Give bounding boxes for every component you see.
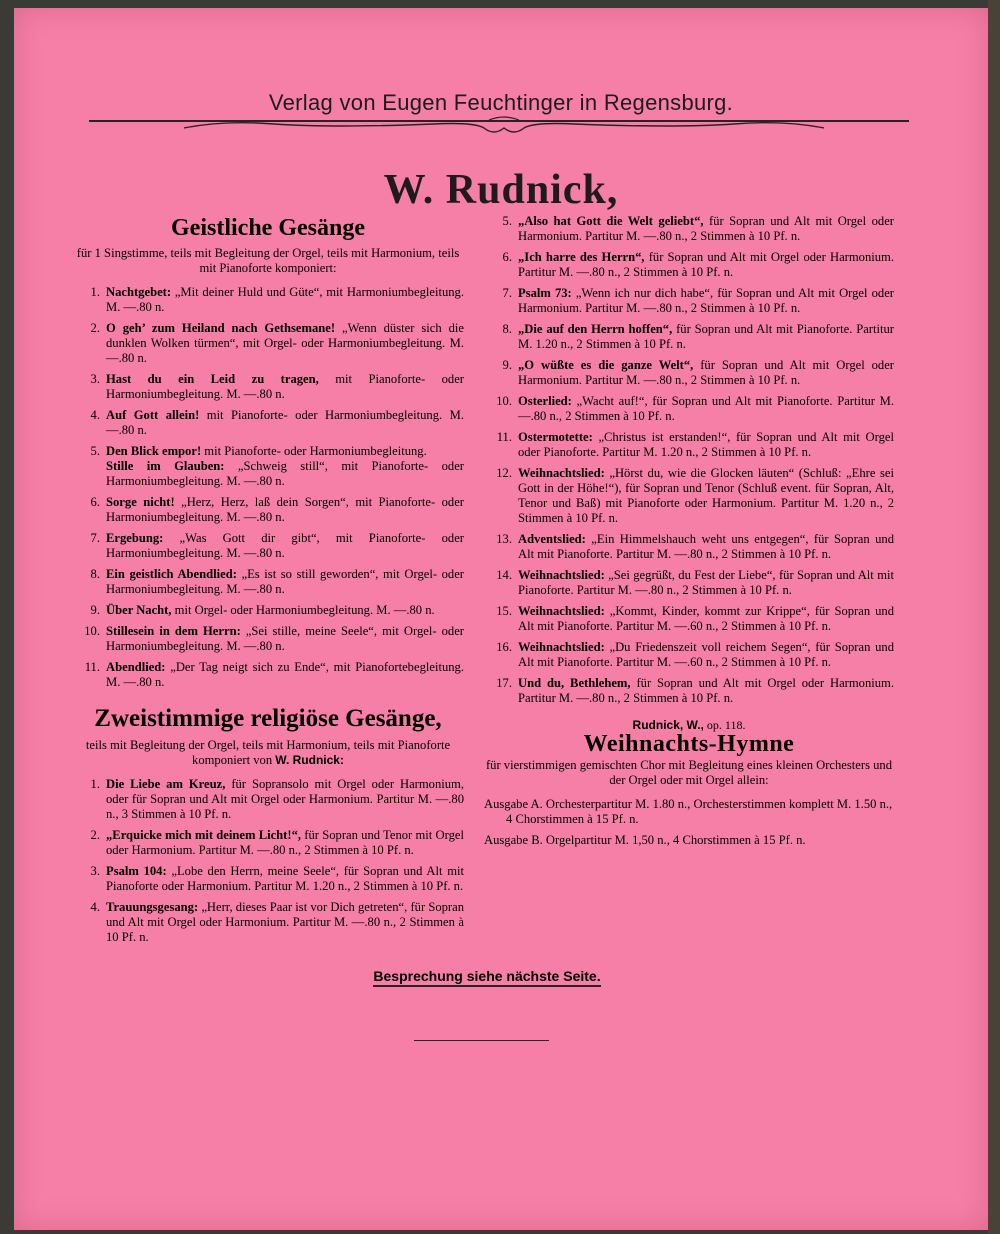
ornament-flourish (184, 116, 824, 138)
next-page-link[interactable]: Besprechung siehe nächste Seite. (373, 968, 600, 987)
item-body (518, 532, 894, 562)
item-title: Die Liebe am Kreuz, (106, 777, 226, 791)
item-text: „Herz, Herz, laß dein Sorgen“, mit Pianoforte- oder Harmoniumbegleitung. M. —.80 n. (106, 495, 464, 524)
item-number: 6. (90, 495, 100, 509)
item-text: für Sopran und Alt mit Orgel oder Harmonium. Partitur M. —.80 n., 2 Stimmen à 10 Pf. n. (518, 358, 895, 387)
item-body (518, 676, 894, 706)
item-number: 5. (90, 444, 100, 458)
item-body (106, 372, 464, 402)
item-number: 16. (496, 640, 512, 654)
list-item (72, 900, 464, 945)
author-name: Rudnick, W., (632, 718, 704, 732)
left-column (72, 214, 464, 951)
item-number: 10. (84, 624, 100, 638)
item-text: „Christus ist erstanden!“, für Sopran und Alt mit Orgel oder Pianoforte. Partitur M. 1.20 n., 2 Stimmen à 10 Pf. n. (518, 430, 894, 459)
item-text: „Mit deiner Huld und Güte“, mit Harmoniumbegleitung. M. —.80 n. (106, 285, 464, 314)
list-item (72, 567, 464, 597)
item-title-secondary: Stille im Glauben: (106, 459, 225, 473)
section-intro-geistliche: für 1 Singstimme, teils mit Begleitung der Orgel, teils mit Harmonium, teils mit Pianoforte komponiert: (76, 246, 460, 275)
item-body (518, 568, 894, 598)
list-item (72, 321, 464, 366)
list-item (72, 603, 464, 618)
list-item (72, 624, 464, 654)
item-text: „Hörst du, wie die Glocken läuten“ (Schluß: „Ehre sei Gott in der Höhe!“), für Sopran und Tenor (Schluß event. für Sopran, Alt, Tenor und Baß) mit Pianoforte oder Harmonium. Partitur M. 1.20 n., 2 Stimmen à 10 Pf. n. (518, 466, 894, 525)
item-title: Weihnachtslied: (518, 568, 605, 582)
item-number: 15. (496, 604, 512, 618)
item-text: mit Pianoforte- oder Harmoniumbegleitung. M. —.80 n. (106, 372, 464, 401)
list-item (72, 531, 464, 561)
item-text: „Es ist so still geworden“, mit Orgel- oder Harmoniumbegleitung. M. —.80 n. (106, 567, 464, 596)
publisher-header: Verlag von Eugen Feuchtinger in Regensburg. (268, 90, 734, 115)
item-text: mit Pianoforte- oder Harmoniumbegleitung. (201, 444, 427, 458)
item-text: „Du Friedenszeit voll reichem Segen“, für Sopran und Alt mit Pianoforte. Partitur M. —.60 n., 2 Stimmen à 10 Pf. n. (518, 640, 894, 669)
item-number: 11. (496, 430, 512, 444)
item-text: „Kommt, Kinder, kommt zur Krippe“, für Sopran und Alt mit Pianoforte. Partitur M. —.60 n., 2 Stimmen à 10 Pf. n. (518, 604, 894, 633)
item-title: O geh’ zum Heiland nach Gethsemane! (106, 321, 336, 335)
item-number: 5. (502, 214, 512, 228)
item-body (518, 604, 894, 634)
item-number: 9. (502, 358, 512, 372)
item-number: 8. (502, 322, 512, 336)
intro-text: teils mit Begleitung der Orgel, teils mit Harmonium, teils mit Pianoforte komponiert von (85, 738, 451, 767)
item-title: Weihnachtslied: (518, 604, 605, 618)
item-body (106, 444, 464, 489)
item-title: Psalm 73: (518, 286, 572, 300)
item-title: Ergebung: (106, 531, 164, 545)
list-item (72, 828, 464, 858)
item-body (518, 430, 894, 460)
item-body (106, 408, 464, 438)
item-text: für Sopransolo mit Orgel oder Harmonium, oder für Sopran und Alt mit Orgel oder Harmonium. Partitur M. —.80 n., 3 Stimmen à 10 Pf. n. (106, 777, 464, 821)
list-item (484, 430, 894, 460)
item-body (518, 322, 894, 352)
item-body (106, 660, 464, 690)
item-body (106, 531, 464, 561)
list-item (72, 372, 464, 402)
item-body (106, 864, 464, 894)
item-text: für Sopran und Alt mit Orgel oder Harmonium. Partitur M. —.80 n., 2 Stimmen à 10 Pf. n. (518, 676, 894, 705)
item-title: „O wüßte es die ganze Welt“, (518, 358, 694, 372)
item-number: 14. (496, 568, 512, 582)
item-text: „Der Tag neigt sich zu Ende“, mit Pianofortebegleitung. M. —.80 n. (106, 660, 464, 689)
item-title: „Die auf den Herrn hoffen“, (518, 322, 673, 336)
list-item (72, 777, 464, 822)
item-title: Stillesein in dem Herrn: (106, 624, 241, 638)
item-number: 3. (90, 372, 100, 386)
geistliche-list (72, 285, 464, 690)
item-title: Weihnachtslied: (518, 640, 605, 654)
bottom-rule (414, 1040, 549, 1041)
item-body (106, 624, 464, 654)
list-item (484, 604, 894, 634)
list-item (484, 568, 894, 598)
item-text: „Wacht auf!“, für Sopran und Alt mit Pianoforte. Partitur M. —.80 n., 2 Stimmen à 10 Pf. n. (518, 394, 894, 423)
list-item (72, 444, 464, 489)
item-body (518, 214, 894, 244)
item-text: „Wenn ich nur dich habe“, für Sopran und Alt mit Orgel oder Harmonium. Partitur M. —.80 n., 2 Stimmen à 10 Pf. n. (518, 286, 894, 315)
item-text: für Sopran und Alt mit Pianoforte. Partitur M. 1.20 n., 2 Stimmen à 10 Pf. n. (518, 322, 894, 351)
list-item (484, 250, 894, 280)
item-text-secondary: „Schweig still“, mit Pianoforte- oder Harmoniumbegleitung. M. —.80 n. (106, 459, 464, 488)
section-intro-zweistimmige (72, 738, 464, 768)
item-title: „Ich harre des Herrn“, (518, 250, 645, 264)
item-title: „Erquicke mich mit deinem Licht!“, (106, 828, 302, 842)
item-title: Osterlied: (518, 394, 572, 408)
item-body (518, 250, 894, 280)
item-number: 4. (90, 900, 100, 914)
item-number: 1. (90, 777, 100, 791)
list-item (484, 214, 894, 244)
item-number: 2. (90, 828, 100, 842)
composer-title: W. Rudnick, (383, 167, 619, 213)
item-body (106, 828, 464, 858)
item-title: Ein geistlich Abendlied: (106, 567, 237, 581)
list-item (484, 358, 894, 388)
ausgabe-b: Ausgabe B. Orgelpartitur M. 1,50 n., 4 Chorstimmen à 15 Pf. n. (484, 833, 806, 847)
item-body (106, 321, 464, 366)
ausgabe-a: Ausgabe A. Orchesterpartitur M. 1.80 n., Orchesterstimmen komplett M. 1.50 n., 4 Chorstimmen à 15 Pf. n. (484, 797, 893, 826)
item-text: mit Orgel- oder Harmoniumbegleitung. M. —.80 n. (171, 603, 435, 617)
item-text: für Sopran und Tenor mit Orgel oder Harmonium. Partitur M. —.80 n., 2 Stimmen à 10 Pf. n. (106, 828, 464, 857)
item-text: für Sopran und Alt mit Orgel oder Harmonium. Partitur M. —.80 n., 2 Stimmen à 10 Pf. n. (518, 214, 894, 243)
item-number: 7. (90, 531, 100, 545)
list-item (484, 322, 894, 352)
item-title: Adventslied: (518, 532, 586, 546)
item-text: „Was Gott dir gibt“, mit Pianoforte- oder Harmoniumbegleitung. M. —.80 n. (106, 531, 464, 560)
list-item (72, 864, 464, 894)
hymne-intro: für vierstimmigen gemischten Chor mit Begleitung eines kleinen Orchesters und der Orgel oder mit Orgel allein: (485, 758, 893, 787)
item-body (106, 900, 464, 945)
item-number: 7. (502, 286, 512, 300)
item-title: Nachtgebet: (106, 285, 172, 299)
list-item (484, 640, 894, 670)
item-text: „Ein Himmelshauch weht uns entgegen“, für Sopran und Alt mit Pianoforte. Partitur M. —.80 n., 2 Stimmen à 10 Pf. n. (518, 532, 894, 561)
item-body (106, 567, 464, 597)
hymne-title: Weihnachts-Hymne (583, 731, 795, 757)
item-number: 17. (496, 676, 512, 690)
intro-composer: W. Rudnick: (275, 753, 344, 767)
item-number: 4. (90, 408, 100, 422)
item-title: Weihnachtslied: (518, 466, 605, 480)
item-text: für Sopran und Alt mit Orgel oder Harmonium. Partitur M. —.80 n., 2 Stimmen à 10 Pf. n. (518, 250, 894, 279)
item-text: mit Pianoforte- oder Harmoniumbegleitung. M. —.80 n. (106, 408, 464, 437)
item-number: 9. (90, 603, 100, 617)
item-title: Über Nacht, (106, 603, 172, 617)
item-number: 3. (90, 864, 100, 878)
item-body (518, 358, 894, 388)
item-title: Abendlied: (106, 660, 166, 674)
item-number: 10. (496, 394, 512, 408)
item-number: 1. (90, 285, 100, 299)
item-title: Psalm 104: (106, 864, 167, 878)
item-title: Ostermotette: (518, 430, 593, 444)
right-column (484, 214, 894, 854)
item-body (106, 495, 464, 525)
list-item (484, 676, 894, 706)
item-body (518, 466, 894, 526)
list-item (72, 285, 464, 315)
list-item (484, 286, 894, 316)
item-text: „Herr, dieses Paar ist vor Dich getreten“, für Sopran und Alt mit Orgel oder Harmonium. Partitur M. —.80 n., 2 Stimmen à 10 Pf. n. (106, 900, 464, 944)
item-text: „Sei gegrüßt, du Fest der Liebe“, für Sopran und Alt mit Pianoforte. Partitur M. —.80 n., 2 Stimmen à 10 Pf. n. (518, 568, 894, 597)
item-body (518, 286, 894, 316)
item-title: Auf Gott allein! (106, 408, 200, 422)
item-text: „Sei stille, meine Seele“, mit Orgel- oder Harmoniumbegleitung. M. —.80 n. (106, 624, 464, 653)
list-item (72, 660, 464, 690)
zweistimmige-list-right (484, 214, 894, 706)
opus-number: op. 118. (703, 718, 746, 732)
item-number: 12. (496, 466, 512, 480)
item-title: Sorge nicht! (106, 495, 175, 509)
item-title: Den Blick empor! (106, 444, 202, 458)
list-item (484, 466, 894, 526)
item-number: 6. (502, 250, 512, 264)
item-title: Trauungsgesang: (106, 900, 199, 914)
list-item (484, 532, 894, 562)
item-title: Und du, Bethlehem, (518, 676, 631, 690)
item-title: Hast du ein Leid zu tragen, (106, 372, 319, 386)
zweistimmige-list-left (72, 777, 464, 945)
book-binding (988, 0, 1000, 1234)
item-body (518, 394, 894, 424)
list-item (72, 408, 464, 438)
item-body (106, 777, 464, 822)
list-item (484, 394, 894, 424)
item-body (518, 640, 894, 670)
item-number: 2. (90, 321, 100, 335)
list-item (72, 495, 464, 525)
item-number: 13. (496, 532, 512, 546)
item-body (106, 285, 464, 315)
next-page-note[interactable] (0, 968, 974, 984)
section-title-zweistimmige: Zweistimmige religiöse Gesänge, (94, 705, 442, 732)
item-title: „Also hat Gott die Welt geliebt“, (518, 214, 704, 228)
item-number: 8. (90, 567, 100, 581)
item-text: „Wenn düster sich die dunklen Wolken türmen“, mit Orgel- oder Harmoniumbegleitung. M. —.80 n. (106, 321, 464, 365)
item-number: 11. (84, 660, 100, 674)
item-body (106, 603, 464, 618)
item-text: „Lobe den Herrn, meine Seele“, für Sopran und Alt mit Pianoforte oder Harmonium. Partitur M. 1.20 n., 2 Stimmen à 10 Pf. n. (106, 864, 464, 893)
section-title-geistliche: Geistliche Gesänge (171, 215, 365, 241)
